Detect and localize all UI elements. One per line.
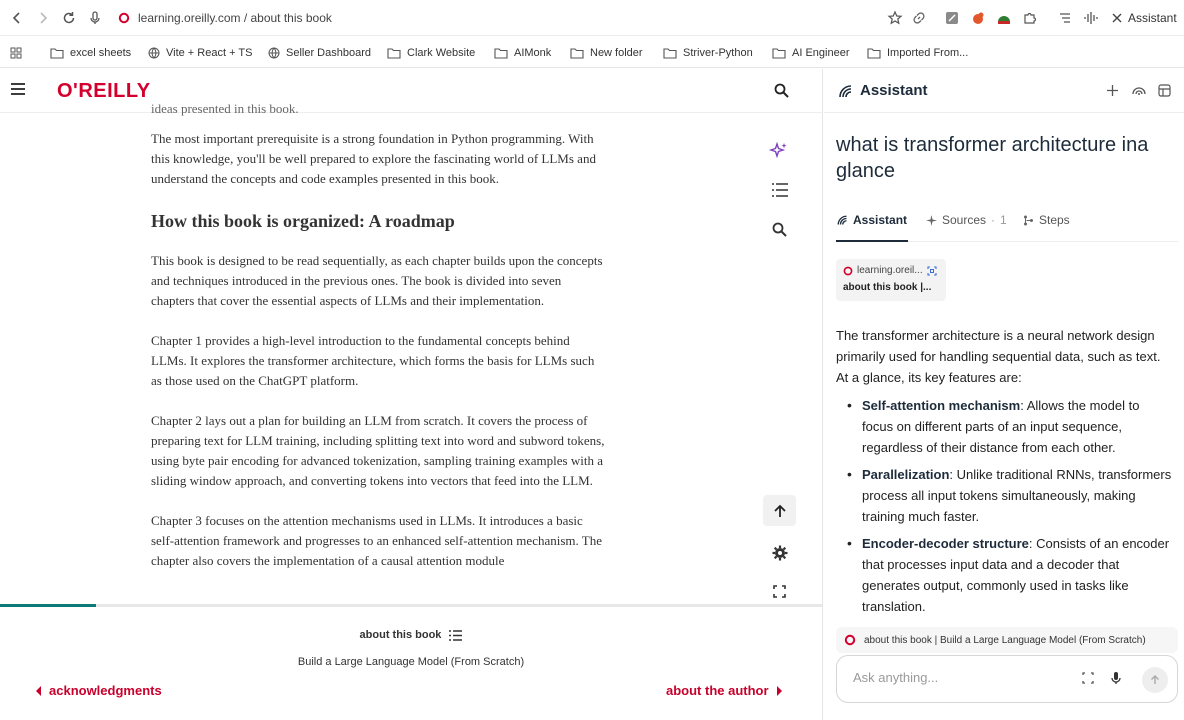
previous-section-link[interactable]: acknowledgments <box>35 683 162 698</box>
search-in-book-icon[interactable] <box>772 222 787 237</box>
assistant-title: Assistant <box>860 82 928 99</box>
answer-intro: The transformer architecture is a neural network design primarily used for handling sequential data, such as text. At a glance, its key features are: <box>836 328 1161 385</box>
globe-icon <box>268 47 280 59</box>
screenshot-select-icon[interactable] <box>1081 671 1097 687</box>
ask-box <box>836 655 1178 703</box>
address-bar[interactable] <box>118 9 332 27</box>
ai-sparkle-icon[interactable] <box>769 141 789 161</box>
bookmark-item[interactable]: AIMonk <box>494 45 551 61</box>
bookmark-item[interactable]: Seller Dashboard <box>268 45 371 61</box>
back-icon[interactable] <box>9 10 25 26</box>
site-favicon-icon <box>843 266 853 276</box>
bookmarks-bar <box>0 36 1184 68</box>
sources-count: 1 <box>1000 213 1007 227</box>
bookmark-item[interactable]: Striver-Python <box>663 45 753 61</box>
folder-icon <box>772 47 786 59</box>
sources-icon <box>926 215 937 226</box>
bookmark-item[interactable]: Imported From... <box>867 45 968 61</box>
caret-left-icon <box>35 686 43 696</box>
microphone-icon[interactable] <box>87 10 103 26</box>
book-paragraph: Chapter 1 provides a high-level introduction to the fundamental concepts behind LLMs. It explores the transformer architecture, which forms the basis for LLMs such as those used on the ChatGPT platform. <box>151 333 595 388</box>
tab-steps[interactable]: Steps <box>1023 213 1070 227</box>
context-source-text: about this book | Build a Large Language Model (From Scratch) <box>864 634 1146 646</box>
bookmark-item[interactable]: Clark Website <box>387 45 475 61</box>
tab-sources[interactable]: Sources · 1 <box>926 213 1007 227</box>
scroll-to-top-button[interactable] <box>763 495 796 526</box>
arrow-up-icon <box>773 504 787 518</box>
assistant-panel <box>824 69 1184 720</box>
source-domain: learning.oreil... <box>857 265 923 276</box>
source-title: about this book |... <box>843 282 932 293</box>
url-text: learning.oreilly.com / about this book <box>138 11 332 25</box>
oreilly-logo[interactable]: O'REILLY <box>57 80 151 102</box>
book-paragraph: The most important prerequisite is a strong foundation in Python programming. With this knowledge, you'll be well prepared to explore the fascinating world of LLMs and understand the concepts and code examples presented in this book. <box>151 131 596 186</box>
folder-icon <box>50 47 64 59</box>
folder-icon <box>867 47 881 59</box>
source-card[interactable] <box>836 259 946 301</box>
assistant-tab[interactable] <box>1112 11 1177 25</box>
fullscreen-icon[interactable] <box>773 585 786 598</box>
folder-icon <box>663 47 677 59</box>
list-item: • Encoder-decoder structure: Consists of an encoder that processes input data and a decoder that generates output, commonly used in tasks like translation. <box>836 533 1172 617</box>
new-chat-plus-icon[interactable] <box>1107 85 1118 96</box>
reading-list-icon[interactable] <box>1057 10 1073 26</box>
reader-footer <box>0 607 822 720</box>
browser-toolbar <box>0 0 1184 36</box>
context-source-bar[interactable] <box>836 627 1178 653</box>
microphone-icon[interactable] <box>1109 671 1125 687</box>
search-icon[interactable] <box>774 83 789 98</box>
assistant-tab-label: Assistant <box>1128 11 1177 25</box>
cut-off-text: ideas presented in this book. <box>151 101 299 116</box>
bookmark-item[interactable]: excel sheets <box>50 45 131 61</box>
link-icon[interactable] <box>911 10 927 26</box>
assistant-logo-icon <box>836 214 848 226</box>
tab-assistant[interactable]: Assistant <box>836 213 907 227</box>
extension-green-icon[interactable] <box>996 10 1012 26</box>
ask-input[interactable] <box>853 670 1053 685</box>
bookmark-item[interactable]: Vite + React + TS <box>148 45 252 61</box>
list-item: • Parallelization: Unlike traditional RNNs, transformers process all input tokens simultaneously, making training much faster. <box>836 464 1172 527</box>
answer-bullet-list <box>836 395 1172 617</box>
globe-icon <box>148 47 160 59</box>
close-icon[interactable] <box>1112 13 1122 23</box>
section-list-icon[interactable] <box>449 630 462 641</box>
audio-wave-icon[interactable] <box>1083 10 1099 26</box>
bookmark-item[interactable]: New folder <box>570 45 643 61</box>
extension-orange-icon[interactable] <box>970 10 986 26</box>
forward-icon[interactable] <box>35 10 51 26</box>
steps-icon <box>1023 215 1034 226</box>
expand-source-icon[interactable] <box>927 266 937 276</box>
book-paragraph: Chapter 2 lays out a plan for building an LLM from scratch. It covers the process of preparing text for LLM training, including splitting text into word and subword tokens, using byte pair encoding for advanced tokenization, sampling training examples with a sliding window approach, and converting tokens into vectors that feed into the LLM. <box>151 413 605 488</box>
folder-icon <box>387 47 401 59</box>
footer-book-title: Build a Large Language Model (From Scratch) <box>297 656 525 668</box>
table-of-contents-icon[interactable] <box>772 183 788 197</box>
assistant-header <box>824 69 1184 113</box>
hamburger-menu-icon[interactable] <box>11 83 25 95</box>
extension-gray-icon[interactable] <box>944 10 960 26</box>
reload-icon[interactable] <box>61 10 77 26</box>
settings-gear-icon[interactable] <box>772 545 788 561</box>
apps-grid-icon[interactable] <box>10 45 22 61</box>
footer-section-title: about this book <box>359 629 442 641</box>
caret-right-icon <box>775 686 783 696</box>
panel-menu-icon[interactable] <box>1158 84 1171 97</box>
assistant-answer <box>836 325 1172 623</box>
site-favicon-icon <box>118 12 130 24</box>
bookmark-item[interactable]: AI Engineer <box>772 45 849 61</box>
send-button[interactable] <box>1142 667 1168 693</box>
assistant-logo-icon <box>837 83 853 99</box>
answer-tabs <box>836 211 1178 242</box>
history-icon[interactable] <box>1132 84 1146 97</box>
extensions-puzzle-icon[interactable] <box>1022 10 1038 26</box>
list-item: • Self-attention mechanism: Allows the model to focus on different parts of an input sequence, regardless of their distance from each other. <box>836 395 1172 458</box>
book-content <box>151 101 606 601</box>
book-paragraph: This book is designed to be read sequentially, as each chapter builds upon the concepts and techniques introduced in the previous ones. The book is divided into seven chapters that cover the essential aspects of LLMs and their implementation. <box>151 253 603 308</box>
folder-icon <box>570 47 584 59</box>
next-section-link[interactable]: about the author <box>666 683 783 698</box>
bookmark-star-icon[interactable] <box>887 10 903 26</box>
active-tab-underline <box>836 240 908 242</box>
site-favicon-icon <box>844 634 856 646</box>
reader-header <box>0 69 822 113</box>
book-reader <box>0 69 823 720</box>
book-paragraph: Chapter 3 focuses on the attention mechanisms used in LLMs. It introduces a basic self-attention framework and progresses to an enhanced self-attention mechanism. The chapter also covers the implementation of a causal attention module <box>151 513 602 568</box>
folder-icon <box>494 47 508 59</box>
section-heading: How this book is organized: A roadmap <box>151 211 455 231</box>
arrow-up-icon <box>1150 675 1160 685</box>
user-question: what is transformer architecture ina glance <box>836 134 1149 182</box>
